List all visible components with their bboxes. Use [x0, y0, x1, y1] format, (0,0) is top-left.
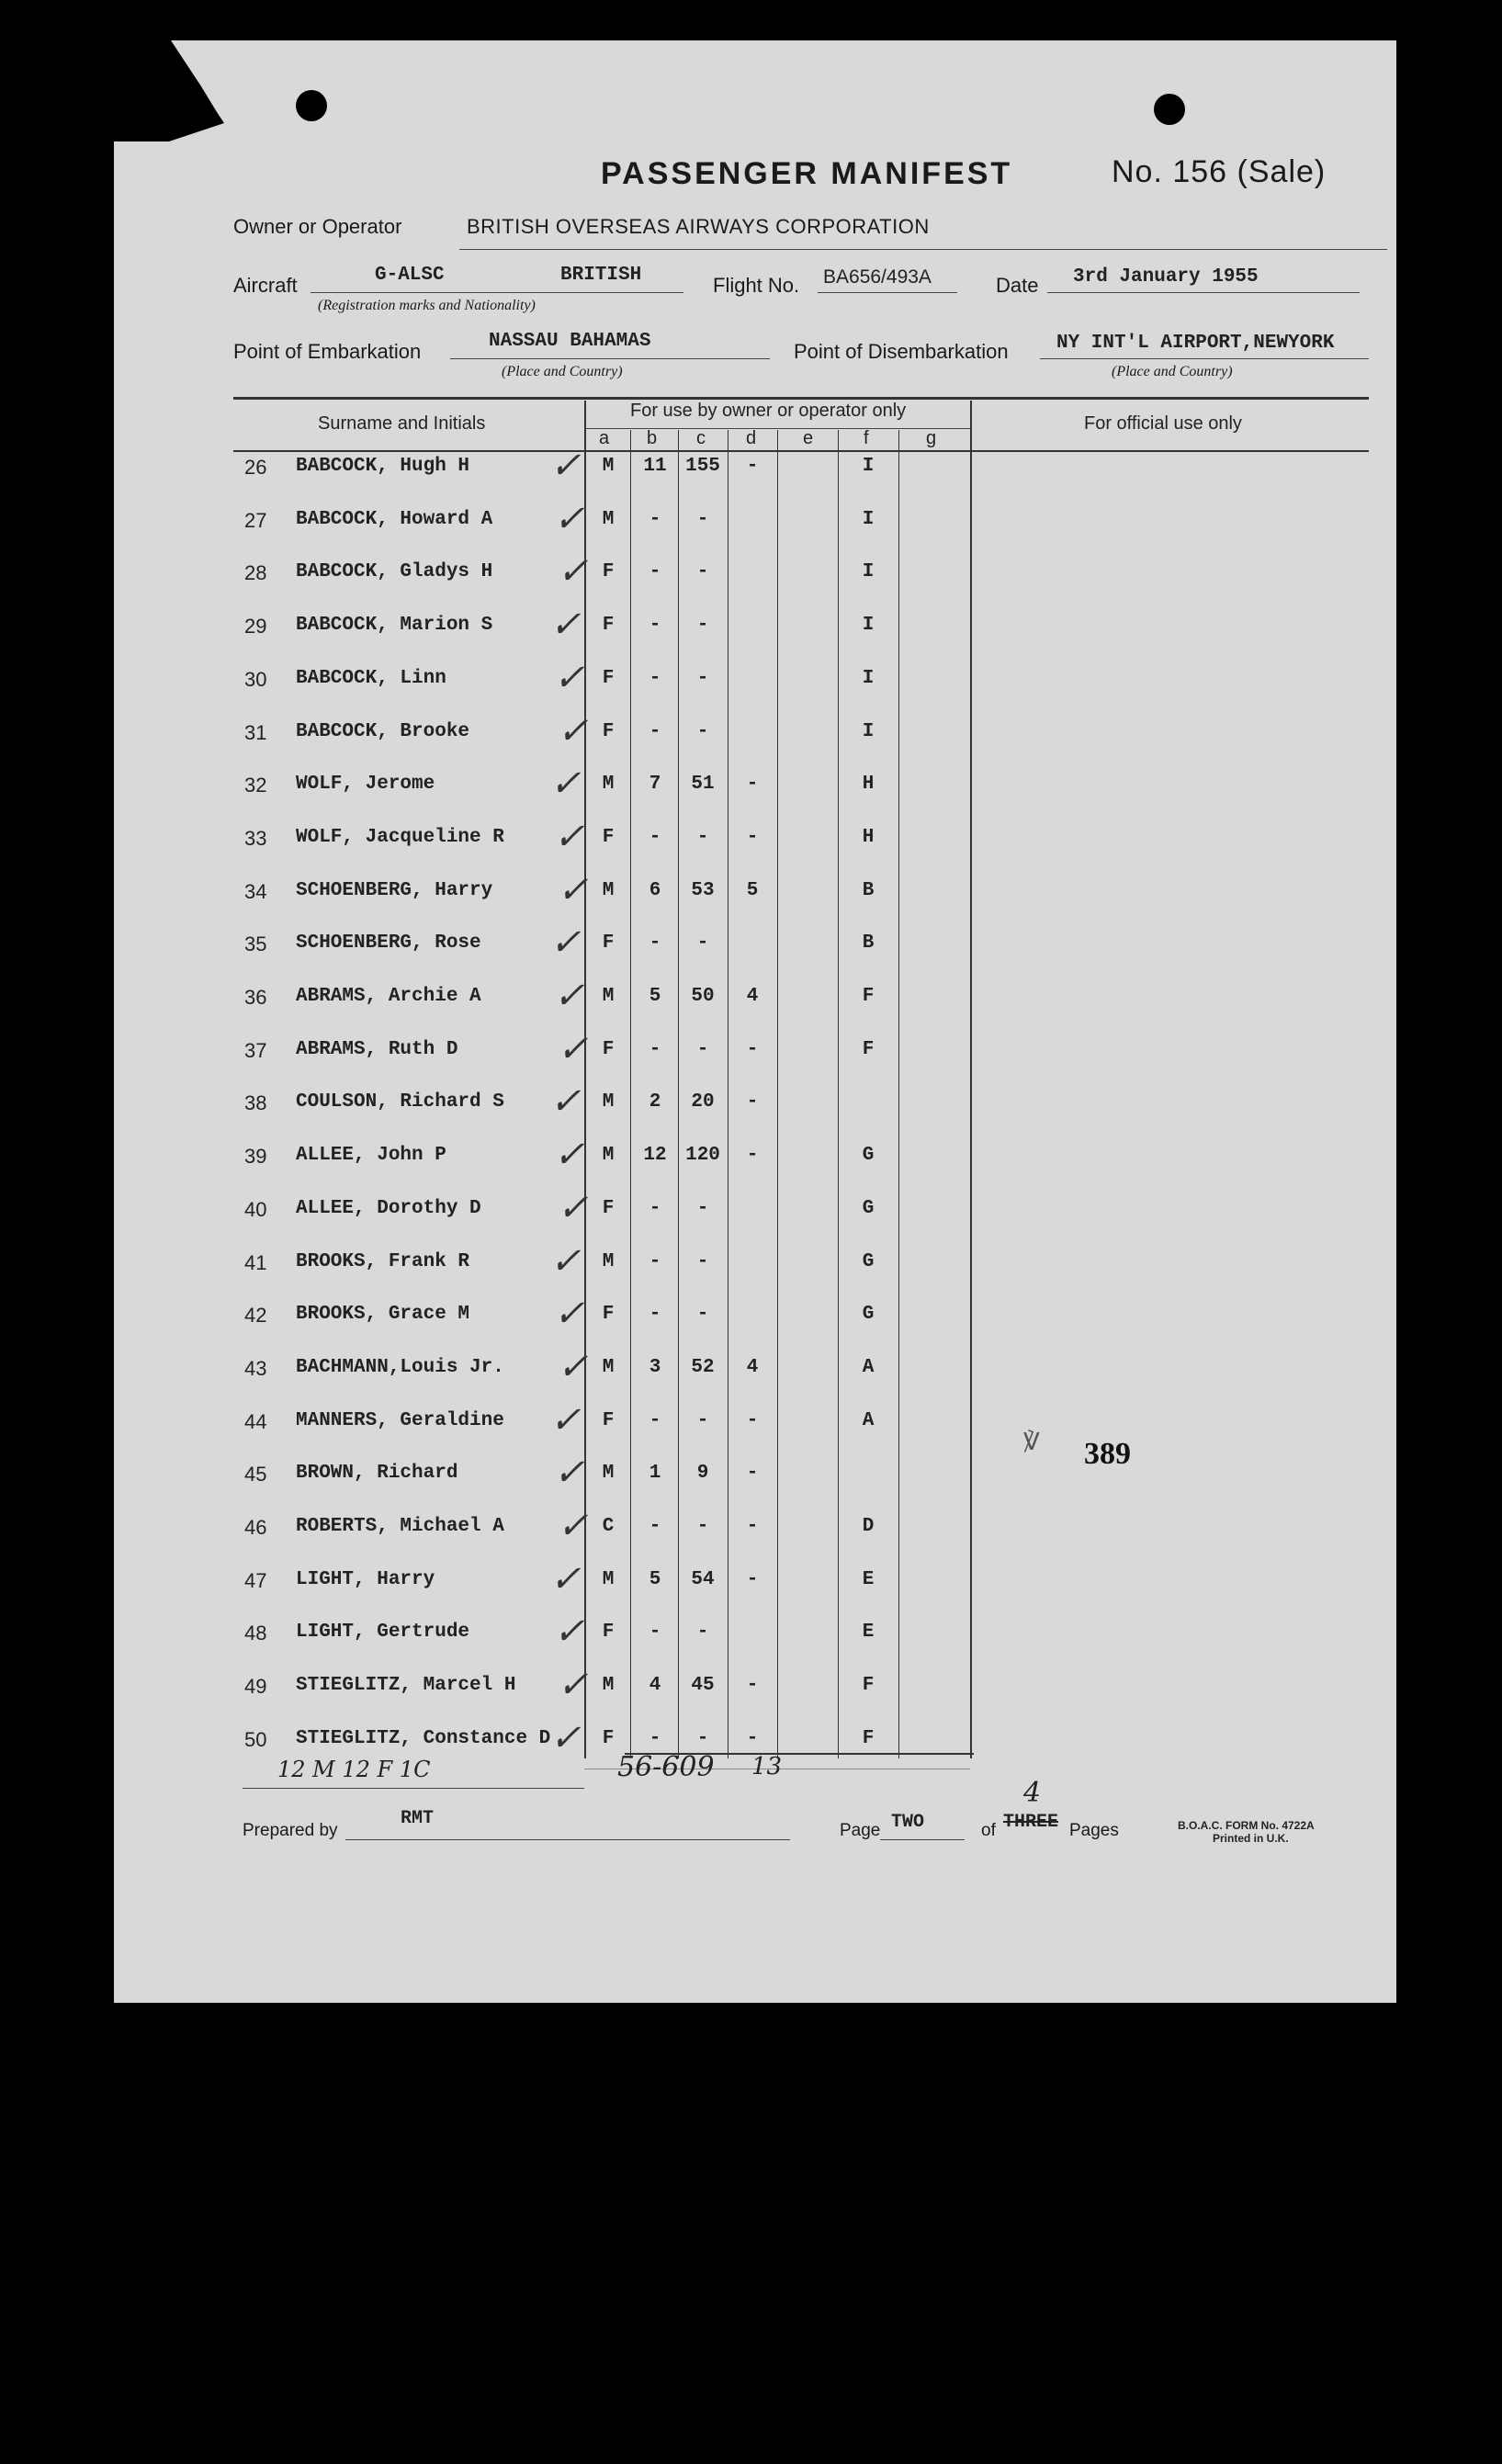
cell-b: -: [649, 1410, 661, 1431]
cell-a: M: [602, 1357, 615, 1378]
subcol-header-g: g: [926, 428, 937, 448]
passenger-name: LIGHT, Harry: [296, 1569, 435, 1590]
cell-b: 5: [649, 986, 661, 1007]
passenger-name: BABCOCK, Brooke: [296, 721, 470, 742]
passenger-row: [114, 1664, 1396, 1726]
owner-underline: [459, 249, 1387, 250]
stamp-mark: ℣: [1023, 1428, 1040, 1455]
passenger-name: STIEGLITZ, Constance D: [296, 1728, 551, 1749]
passenger-number: 31: [244, 721, 267, 744]
passenger-number: 32: [244, 774, 267, 797]
embarkation-label: Point of Embarkation: [233, 340, 422, 363]
embarkation-underline: [450, 358, 770, 359]
check-mark: ✓: [547, 445, 590, 487]
passenger-name: BABCOCK, Marion S: [296, 615, 493, 636]
passenger-row: [114, 445, 1396, 507]
passenger-row: [114, 1134, 1396, 1196]
page-underline: [880, 1839, 965, 1840]
check-mark: ✓: [554, 1664, 597, 1706]
cell-f: A: [862, 1357, 875, 1378]
passenger-row: [114, 1028, 1396, 1091]
cell-c: -: [696, 827, 709, 848]
check-mark: ✓: [550, 1134, 593, 1176]
passenger-row: [114, 1346, 1396, 1408]
cell-b: -: [649, 1251, 661, 1272]
cell-d: 4: [746, 986, 759, 1007]
passenger-row: [114, 1558, 1396, 1621]
aircraft-label: Aircraft: [233, 274, 298, 297]
cell-d: -: [746, 456, 759, 477]
passenger-name: ABRAMS, Archie A: [296, 986, 481, 1007]
cell-a: M: [602, 1569, 615, 1590]
prepared-label: Prepared by: [243, 1821, 338, 1840]
cell-a: M: [602, 774, 615, 795]
cell-a: F: [602, 561, 615, 582]
check-mark: ✓: [554, 1187, 597, 1229]
cell-d: -: [746, 1516, 759, 1537]
cell-b: -: [649, 721, 661, 742]
passenger-number: 40: [244, 1198, 267, 1221]
cell-a: F: [602, 1198, 615, 1219]
totals-count: 13: [751, 1753, 783, 1780]
cell-c: 54: [691, 1569, 715, 1590]
passenger-number: 35: [244, 932, 267, 955]
pages-label: Pages: [1069, 1821, 1119, 1840]
check-mark: ✓: [550, 1611, 593, 1653]
passenger-row: [114, 604, 1396, 666]
flight-number: BA656/493A: [823, 266, 932, 288]
check-mark: ✓: [547, 1717, 590, 1759]
cell-c: -: [696, 615, 709, 636]
passenger-number: 47: [244, 1569, 267, 1592]
cell-f: E: [862, 1569, 875, 1590]
passenger-number: 50: [244, 1728, 267, 1751]
totals-weights: 56-609: [617, 1751, 715, 1783]
passenger-row: [114, 1187, 1396, 1249]
passenger-name: WOLF, Jacqueline R: [296, 827, 504, 848]
passenger-row: [114, 869, 1396, 932]
cell-c: 52: [691, 1357, 715, 1378]
check-mark: ✓: [550, 816, 593, 858]
printed-note: Printed in U.K.: [1213, 1832, 1289, 1845]
passenger-row: [114, 816, 1396, 878]
punch-hole-right: [1154, 94, 1185, 125]
cell-c: -: [696, 932, 709, 954]
passenger-row: [114, 1080, 1396, 1143]
passenger-row: [114, 498, 1396, 560]
table-header-rule: [233, 450, 1369, 452]
cell-f: F: [862, 1039, 875, 1060]
passenger-name: WOLF, Jerome: [296, 774, 435, 795]
subcol-header-e: e: [803, 428, 814, 448]
check-mark: ✓: [547, 763, 590, 805]
cell-d: 5: [746, 880, 759, 901]
cell-f: H: [862, 774, 875, 795]
passenger-number: 49: [244, 1675, 267, 1698]
passenger-row: [114, 1611, 1396, 1673]
cell-b: 4: [649, 1675, 661, 1696]
cell-c: -: [696, 1198, 709, 1219]
cell-a: F: [602, 721, 615, 742]
cell-b: 6: [649, 880, 661, 901]
cell-b: 7: [649, 774, 661, 795]
cell-f: G: [862, 1198, 875, 1219]
totals-passengers: 12 M 12 F 1C: [277, 1757, 431, 1782]
cell-d: -: [746, 827, 759, 848]
cell-a: F: [602, 615, 615, 636]
cell-d: -: [746, 1091, 759, 1113]
check-mark: ✓: [554, 1346, 597, 1388]
cell-d: -: [746, 1569, 759, 1590]
passenger-number: 26: [244, 456, 267, 479]
cell-f: I: [862, 456, 875, 477]
subcol-header-f: f: [864, 428, 869, 448]
prepared-by-value: RMT: [401, 1808, 435, 1829]
aircraft-note: (Registration marks and Nationality): [318, 298, 536, 313]
passenger-name: ALLEE, John P: [296, 1145, 446, 1166]
cell-c: -: [696, 1622, 709, 1643]
embarkation-value: NASSAU BAHAMAS: [489, 331, 651, 352]
date-value: 3rd January 1955: [1073, 266, 1259, 288]
cell-b: 3: [649, 1357, 661, 1378]
passenger-number: 37: [244, 1039, 267, 1062]
disembarkation-value: NY INT'L AIRPORT,NEWYORK: [1056, 333, 1335, 354]
cell-f: H: [862, 827, 875, 848]
passenger-name: BABCOCK, Hugh H: [296, 456, 470, 477]
passenger-row: [114, 1293, 1396, 1355]
passenger-row: [114, 921, 1396, 984]
aircraft-underline: [311, 292, 683, 293]
passenger-number: 34: [244, 880, 267, 903]
cell-b: 5: [649, 1569, 661, 1590]
check-mark: ✓: [547, 1080, 590, 1123]
cell-a: F: [602, 1304, 615, 1325]
check-mark: ✓: [554, 869, 597, 911]
check-mark: ✓: [547, 1240, 590, 1283]
check-mark: ✓: [554, 710, 597, 752]
passenger-name: STIEGLITZ, Marcel H: [296, 1675, 516, 1696]
cell-b: -: [649, 827, 661, 848]
cell-a: F: [602, 668, 615, 689]
cell-c: -: [696, 668, 709, 689]
cell-a: F: [602, 827, 615, 848]
owner-value: BRITISH OVERSEAS AIRWAYS CORPORATION: [467, 215, 930, 238]
subcol-header-d: d: [746, 428, 757, 448]
passenger-number: 46: [244, 1516, 267, 1539]
cell-f: I: [862, 509, 875, 530]
totals-rule-left: [243, 1788, 584, 1789]
cell-f: I: [862, 561, 875, 582]
cell-a: M: [602, 1145, 615, 1166]
cell-f: I: [862, 668, 875, 689]
table-top-rule: [233, 397, 1369, 400]
cell-f: G: [862, 1304, 875, 1325]
date-label: Date: [996, 274, 1039, 297]
passenger-number: 33: [244, 827, 267, 850]
cell-b: -: [649, 1516, 661, 1537]
page-value: TWO: [891, 1812, 925, 1833]
cell-f: A: [862, 1410, 875, 1431]
torn-corner: [114, 40, 224, 151]
embarkation-note: (Place and Country): [502, 364, 623, 379]
subcol-header-b: b: [647, 428, 658, 448]
surname-column-header: Surname and Initials: [318, 413, 486, 434]
passenger-number: 42: [244, 1304, 267, 1327]
pages-struck-value: THREE: [1003, 1812, 1059, 1833]
document-title: PASSENGER MANIFEST: [601, 156, 1013, 191]
check-mark: ✓: [550, 1452, 593, 1494]
passenger-name: BROOKS, Grace M: [296, 1304, 470, 1325]
passenger-name: SCHOENBERG, Harry: [296, 880, 493, 901]
passenger-number: 48: [244, 1622, 267, 1645]
passenger-name: BROOKS, Frank R: [296, 1251, 470, 1272]
passenger-name: ABRAMS, Ruth D: [296, 1039, 458, 1060]
cell-f: B: [862, 880, 875, 901]
check-mark: ✓: [554, 1028, 597, 1070]
cell-a: M: [602, 1463, 615, 1484]
cell-b: -: [649, 1622, 661, 1643]
passenger-number: 27: [244, 509, 267, 532]
passenger-row: [114, 763, 1396, 825]
cell-d: -: [746, 1145, 759, 1166]
prepared-underline: [345, 1839, 790, 1840]
cell-b: 2: [649, 1091, 661, 1113]
disembarkation-underline: [1040, 358, 1369, 359]
check-mark: ✓: [550, 975, 593, 1017]
cell-f: D: [862, 1516, 875, 1537]
cell-a: F: [602, 1728, 615, 1749]
cell-b: -: [649, 1198, 661, 1219]
cell-d: -: [746, 1675, 759, 1696]
cell-a: F: [602, 1410, 615, 1431]
cell-d: -: [746, 1039, 759, 1060]
passenger-row: [114, 710, 1396, 773]
manifest-sheet: [114, 40, 1396, 2003]
passenger-number: 41: [244, 1251, 267, 1274]
passenger-number: 29: [244, 615, 267, 638]
punch-hole-left: [296, 90, 327, 121]
cell-a: M: [602, 1251, 615, 1272]
cell-f: B: [862, 932, 875, 954]
cell-a: M: [602, 456, 615, 477]
check-mark: ✓: [550, 657, 593, 699]
cell-b: -: [649, 509, 661, 530]
owner-use-column-header: For use by owner or operator only: [630, 401, 907, 421]
cell-f: F: [862, 1728, 875, 1749]
check-mark: ✓: [547, 1399, 590, 1441]
cell-a: M: [602, 880, 615, 901]
passenger-row: [114, 1505, 1396, 1567]
cell-d: 4: [746, 1357, 759, 1378]
subcol-header-c: c: [696, 428, 706, 448]
cell-d: -: [746, 1410, 759, 1431]
cell-a: M: [602, 509, 615, 530]
date-underline: [1047, 292, 1360, 293]
cell-b: -: [649, 1728, 661, 1749]
cell-f: F: [862, 1675, 875, 1696]
passenger-row: [114, 657, 1396, 719]
cell-f: I: [862, 615, 875, 636]
cell-d: -: [746, 1728, 759, 1749]
cell-a: F: [602, 932, 615, 954]
cell-f: G: [862, 1251, 875, 1272]
disembarkation-note: (Place and Country): [1112, 364, 1233, 379]
passenger-name: ALLEE, Dorothy D: [296, 1198, 481, 1219]
disembarkation-label: Point of Disembarkation: [794, 340, 1009, 363]
cell-c: -: [696, 1516, 709, 1537]
passenger-number: 38: [244, 1091, 267, 1114]
cell-a: C: [602, 1516, 615, 1537]
cell-b: 11: [643, 456, 667, 477]
passenger-number: 43: [244, 1357, 267, 1380]
cell-c: -: [696, 1039, 709, 1060]
cell-f: F: [862, 986, 875, 1007]
cell-d: -: [746, 774, 759, 795]
cell-a: M: [602, 1091, 615, 1113]
check-mark: ✓: [550, 1293, 593, 1335]
check-mark: ✓: [554, 550, 597, 593]
check-mark: ✓: [547, 1558, 590, 1600]
cell-c: 50: [691, 986, 715, 1007]
cell-b: -: [649, 615, 661, 636]
cell-c: -: [696, 721, 709, 742]
passenger-name: SCHOENBERG, Rose: [296, 932, 481, 954]
cell-c: 9: [696, 1463, 709, 1484]
cell-a: M: [602, 986, 615, 1007]
cell-c: -: [696, 1410, 709, 1431]
passenger-number: 44: [244, 1410, 267, 1433]
stamp-number: 389: [1084, 1437, 1131, 1471]
flight-underline: [818, 292, 957, 293]
passenger-name: BABCOCK, Gladys H: [296, 561, 493, 582]
passenger-name: BABCOCK, Howard A: [296, 509, 493, 530]
cell-f: E: [862, 1622, 875, 1643]
cell-c: -: [696, 1728, 709, 1749]
cell-c: 53: [691, 880, 715, 901]
passenger-number: 30: [244, 668, 267, 691]
pages-corrected-value: 4: [1023, 1777, 1042, 1809]
cell-b: -: [649, 1304, 661, 1325]
cell-c: 120: [685, 1145, 720, 1166]
manifest-number: No. 156 (Sale): [1112, 154, 1327, 189]
passenger-name: BABCOCK, Linn: [296, 668, 446, 689]
page-label: Page: [840, 1821, 881, 1840]
cell-c: 155: [685, 456, 720, 477]
owner-label: Owner or Operator: [233, 215, 402, 238]
cell-a: F: [602, 1039, 615, 1060]
subcol-header-a: a: [599, 428, 610, 448]
cell-c: -: [696, 1304, 709, 1325]
passenger-row: [114, 550, 1396, 613]
passenger-name: BACHMANN,Louis Jr.: [296, 1357, 504, 1378]
cell-f: G: [862, 1145, 875, 1166]
passenger-number: 36: [244, 986, 267, 1009]
passenger-number: 28: [244, 561, 267, 584]
passenger-row: [114, 1399, 1396, 1462]
cell-a: F: [602, 1622, 615, 1643]
subcol-rule: [586, 428, 972, 429]
check-mark: ✓: [547, 921, 590, 964]
passenger-number: 45: [244, 1463, 267, 1486]
cell-b: -: [649, 561, 661, 582]
aircraft-nationality: BRITISH: [560, 265, 642, 286]
passenger-name: ROBERTS, Michael A: [296, 1516, 504, 1537]
passenger-number: 39: [244, 1145, 267, 1168]
cell-f: I: [862, 721, 875, 742]
check-mark: ✓: [550, 498, 593, 540]
passenger-row: [114, 975, 1396, 1037]
cell-c: -: [696, 509, 709, 530]
passenger-name: MANNERS, Geraldine: [296, 1410, 504, 1431]
cell-b: -: [649, 668, 661, 689]
passenger-name: LIGHT, Gertrude: [296, 1622, 470, 1643]
official-use-column-header: For official use only: [1084, 413, 1242, 434]
cell-d: -: [746, 1463, 759, 1484]
cell-c: 20: [691, 1091, 715, 1113]
passenger-name: COULSON, Richard S: [296, 1091, 504, 1113]
passenger-row: [114, 1240, 1396, 1303]
cell-c: -: [696, 561, 709, 582]
flight-label: Flight No.: [713, 274, 800, 297]
cell-b: -: [649, 1039, 661, 1060]
cell-c: -: [696, 1251, 709, 1272]
passenger-name: BROWN, Richard: [296, 1463, 458, 1484]
check-mark: ✓: [554, 1505, 597, 1547]
of-label: of: [981, 1821, 996, 1840]
form-number: B.O.A.C. FORM No. 4722A: [1178, 1819, 1315, 1832]
aircraft-registration: G-ALSC: [375, 265, 445, 286]
cell-a: M: [602, 1675, 615, 1696]
cell-c: 51: [691, 774, 715, 795]
cell-b: -: [649, 932, 661, 954]
check-mark: ✓: [547, 604, 590, 646]
cell-b: 12: [643, 1145, 667, 1166]
cell-b: 1: [649, 1463, 661, 1484]
cell-c: 45: [691, 1675, 715, 1696]
